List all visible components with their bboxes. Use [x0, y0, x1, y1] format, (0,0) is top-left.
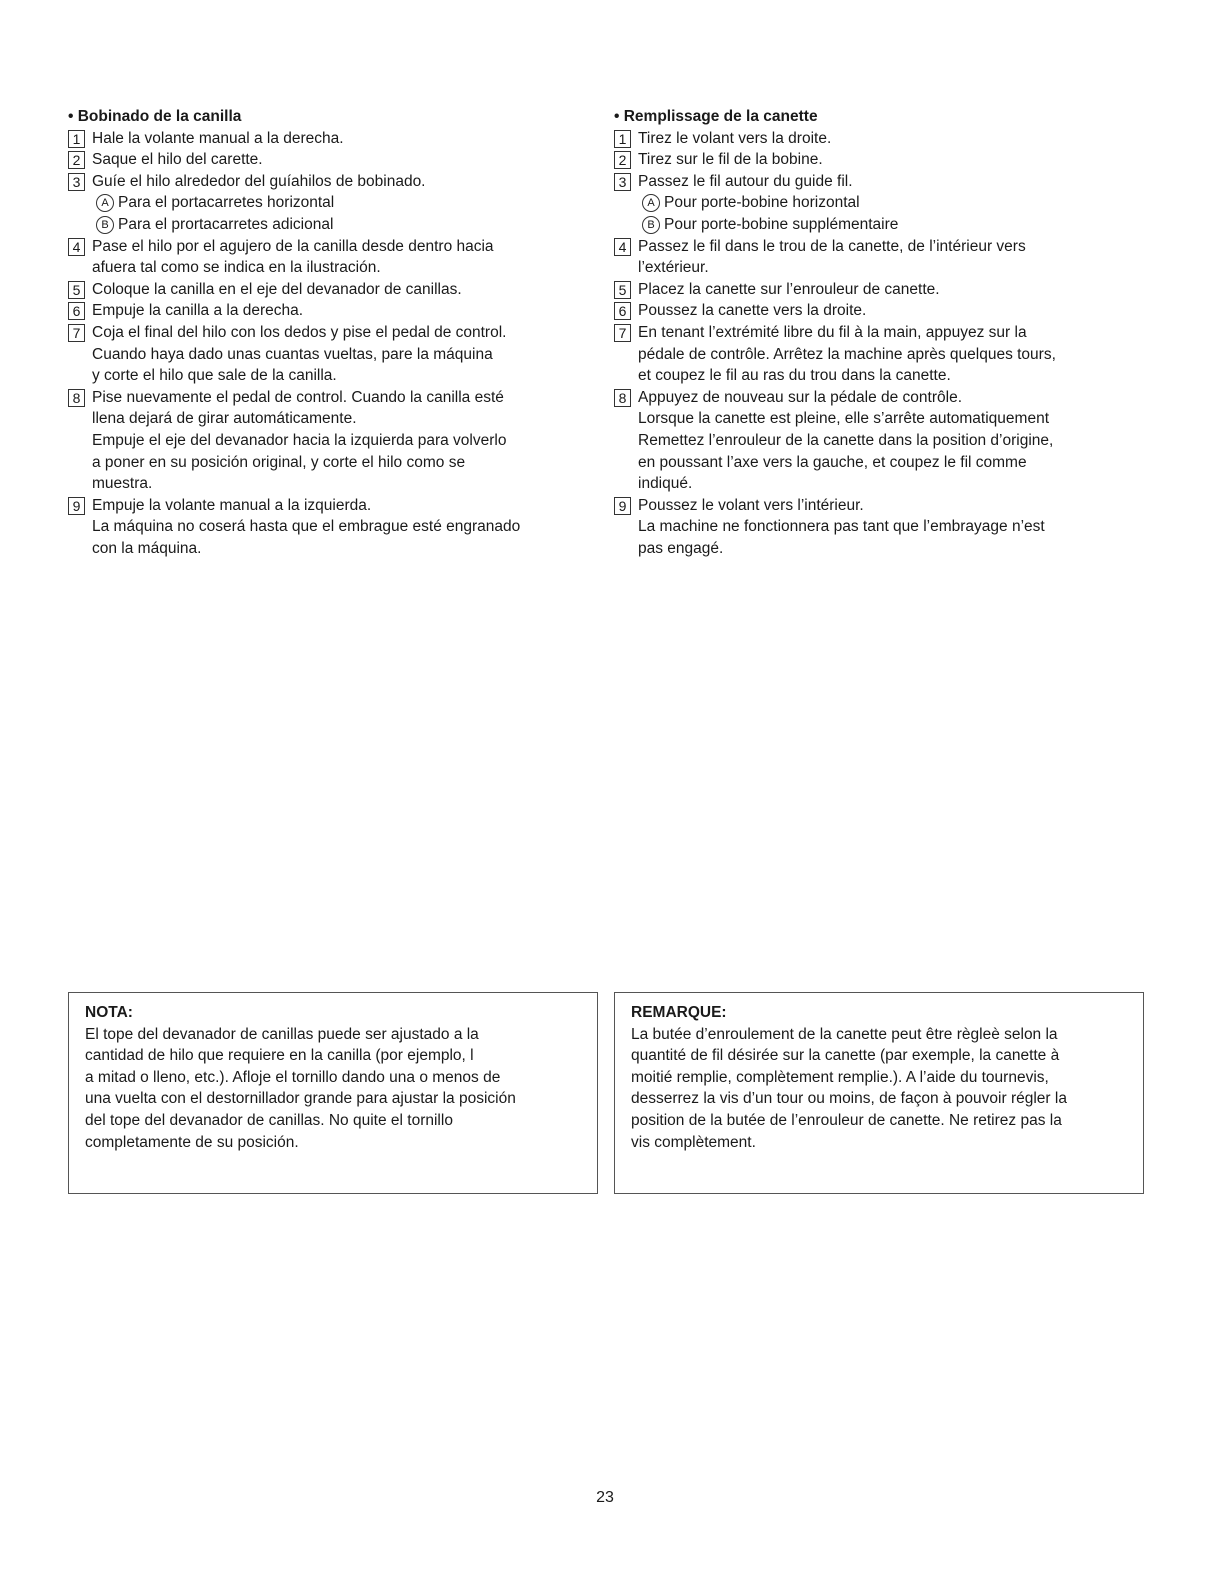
step-text: Empuje la volante manual a la izquierda. [92, 496, 372, 514]
step-9 [614, 495, 1144, 560]
step-number: 5 [614, 281, 631, 299]
step-text: Empuje el eje del devanador hacia la izquierda para volverlo a poner en su posición original, y corte el hilo como se muestra. [92, 431, 507, 493]
step-number: 4 [68, 238, 85, 256]
step-text: La máquina no coserá hasta que el embrague esté engranado con la máquina. [92, 518, 521, 557]
sub-item-text: Para el portacarretes horizontal [118, 194, 335, 212]
step-text: Lorsque la canette est pleine, elle s’arrête automatiquement Remettez l’enrouleur de la canette dans la position d’origine, en poussant l’axe vers la gauche, et coupez le fil comme indiqué. [638, 410, 1054, 493]
step-text: Hale la volante manual a la derecha. [92, 129, 344, 147]
step-1 [68, 128, 603, 150]
step-1 [614, 128, 1144, 150]
step-4 [68, 236, 603, 279]
step-number: 8 [68, 389, 85, 407]
step-text: Coja el final del hilo con los dedos y pise el pedal de control. Cuando haya dado unas cuantas vueltas, pare la máquina y corte el hilo que sale de la canilla. [92, 323, 507, 385]
note-title: REMARQUE: [631, 1004, 727, 1021]
step-number: 6 [68, 302, 85, 320]
step-5 [614, 279, 1144, 301]
step-number: 7 [614, 324, 631, 342]
circled-letter-a: A [96, 194, 114, 212]
step-7 [68, 322, 603, 387]
step-5 [68, 279, 603, 301]
sub-item-a [614, 192, 1144, 214]
step-number: 7 [68, 324, 85, 342]
french-instructions [614, 106, 1144, 559]
note-title: NOTA: [85, 1004, 133, 1021]
sub-item-a [68, 192, 603, 214]
section-heading: • Bobinado de la canilla [68, 108, 242, 125]
step-number: 6 [614, 302, 631, 320]
step-text: Passez le fil dans le trou de la canette, de l’intérieur vers l’extérieur. [638, 237, 1026, 277]
circled-letter-a: A [642, 194, 660, 212]
step-text: Placez la canette sur l’enrouleur de canette. [638, 280, 940, 298]
step-number: 1 [68, 130, 85, 148]
step-text: La machine ne fonctionnera pas tant que l’embrayage n’est pas engagé. [638, 518, 1045, 557]
step-6 [614, 300, 1144, 322]
step-text: Guíe el hilo alrededor del guíahilos de bobinado. [92, 172, 426, 190]
step-text: Coloque la canilla en el eje del devanador de canillas. [92, 280, 462, 298]
step-9 [68, 495, 603, 560]
step-number: 9 [68, 497, 85, 515]
step-6 [68, 300, 603, 322]
step-text: Saque el hilo del carette. [92, 151, 263, 169]
step-7 [614, 322, 1144, 387]
note-box-spanish [68, 992, 598, 1194]
sub-item-text: Pour porte-bobine horizontal [664, 194, 860, 212]
page-number: 23 [596, 1489, 614, 1506]
step-text: Poussez la canette vers la droite. [638, 302, 867, 320]
step-number: 5 [68, 281, 85, 299]
circled-letter-b: B [96, 216, 114, 234]
sub-item-b [614, 214, 1144, 236]
sub-item-b [68, 214, 603, 236]
note-box-french [614, 992, 1144, 1194]
step-8 [68, 387, 603, 495]
step-number: 3 [68, 173, 85, 191]
step-3 [68, 171, 603, 193]
step-number: 8 [614, 389, 631, 407]
circled-letter-b: B [642, 216, 660, 234]
step-2 [614, 149, 1144, 171]
step-text: En tenant l’extrémité libre du fil à la main, appuyez sur la pédale de contrôle. Arrêtez la machine après quelques tours, et coupez le fil au ras du trou dans la canette. [638, 323, 1056, 385]
step-2 [68, 149, 603, 171]
sub-item-text: Pour porte-bobine supplémentaire [664, 215, 899, 233]
step-number: 9 [614, 497, 631, 515]
step-text: Empuje la canilla a la derecha. [92, 302, 304, 320]
step-8 [614, 387, 1144, 495]
note-text: La butée d’enroulement de la canette peut être règleè selon la quantité de fil désirée sur la canette (par exemple, la canette à moitié remplie, complètement remplie.). A l’aide du tournevis, desserrez la vis d’un tour ou moins, de façon à pouvoir régler la position de la butée de l’enrouleur de canette. Ne retirez pas la vis complètement. [631, 1025, 1067, 1151]
sub-item-text: Para el prortacarretes adicional [118, 215, 334, 233]
step-text: Tirez le volant vers la droite. [638, 129, 832, 147]
step-number: 4 [614, 238, 631, 256]
step-text: Tirez sur le fil de la bobine. [638, 151, 823, 169]
step-number: 2 [614, 151, 631, 169]
step-text: Pise nuevamente el pedal de control. Cuando la canilla esté llena dejará de girar automáticamente. [92, 388, 504, 428]
step-3 [614, 171, 1144, 193]
note-text: El tope del devanador de canillas puede ser ajustado a la cantidad de hilo que requiere en la canilla (por ejemplo, l a mitad o lleno, etc.). Afloje el tornillo dando una o menos de una vuelta con el destornillador grande para ajustar la posición del tope del devanador de canillas. No quite el tornillo completamente de su posición. [85, 1025, 516, 1151]
step-text: Passez le fil autour du guide fil. [638, 172, 853, 190]
step-4 [614, 236, 1144, 279]
step-text: Appuyez de nouveau sur la pédale de contrôle. [638, 388, 963, 406]
step-number: 3 [614, 173, 631, 191]
step-number: 2 [68, 151, 85, 169]
section-heading: • Remplissage de la canette [614, 108, 818, 125]
spanish-instructions [68, 106, 603, 559]
step-number: 1 [614, 130, 631, 148]
step-text: Pase el hilo por el agujero de la canilla desde dentro hacia afuera tal como se indica en la ilustración. [92, 237, 494, 277]
step-text: Poussez le volant vers l’intérieur. [638, 496, 864, 514]
